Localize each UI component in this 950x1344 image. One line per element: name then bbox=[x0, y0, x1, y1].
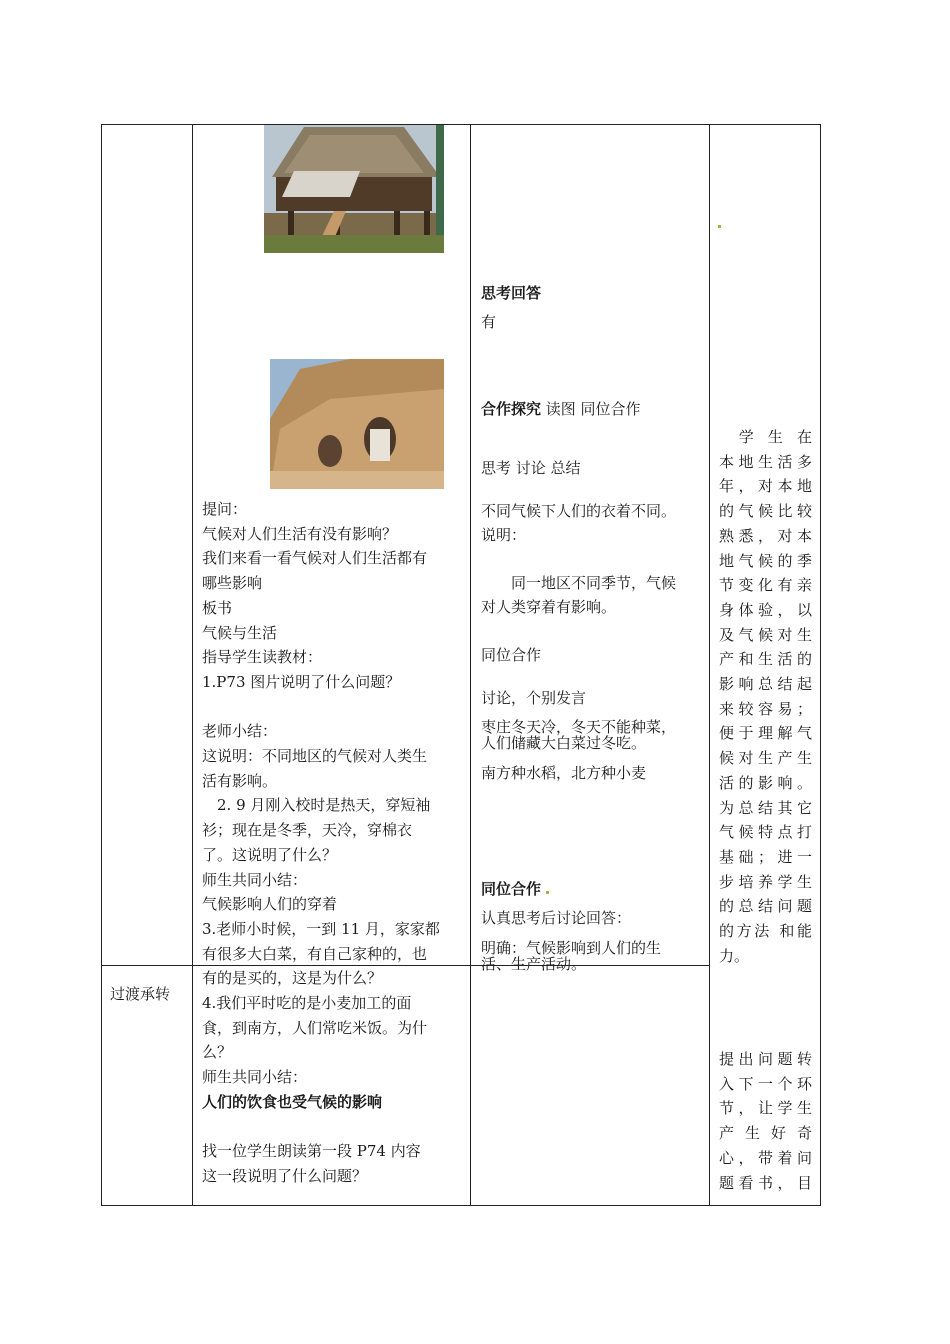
column-divider-2 bbox=[470, 124, 471, 1206]
col2-line: 1.P73 图片说明了什么问题？ bbox=[202, 672, 401, 691]
col4-line: 为总结其它 bbox=[719, 798, 812, 817]
col4-line: 的气候比较 bbox=[719, 502, 812, 521]
coop-rest: 读图 同位合作 bbox=[541, 400, 641, 418]
col4-line: 节变化有亲 bbox=[719, 576, 812, 595]
col4-line: 的总结问题 bbox=[719, 897, 812, 916]
col2-line: 气候对人们生活有没有影响？ bbox=[202, 524, 398, 543]
col2-line: 老师小结： bbox=[202, 722, 278, 741]
peer-coop-2: 同位合作 bbox=[481, 880, 542, 898]
zaozhuang-line-1: 枣庄冬天冷，冬天不能种菜， bbox=[481, 718, 677, 736]
clothes-line-1: 不同气候下人们的衣着不同。 bbox=[481, 502, 677, 520]
stilt-house-photo bbox=[264, 125, 444, 253]
col4-line: 活的影响。 bbox=[719, 773, 812, 792]
coop-heading bbox=[481, 397, 641, 422]
col4-line: 来较容易； bbox=[719, 699, 812, 718]
col4-line: 提出问题转 bbox=[719, 1050, 812, 1068]
col4-line: 身体验，以 bbox=[719, 600, 812, 619]
col4-line: 的方法 和能 bbox=[719, 922, 812, 940]
col4-line: 产和生活的 bbox=[719, 650, 812, 669]
col4-line: 心，带着问 bbox=[719, 1148, 812, 1167]
col4-line: 气候特点打 bbox=[719, 823, 812, 842]
col2-line: 提问： bbox=[202, 500, 248, 518]
think-title: 思考回答 bbox=[481, 284, 542, 302]
col2-line: 我们来看一看气候对人们生活都有 bbox=[202, 549, 428, 568]
col4-line: 及气候对生 bbox=[719, 625, 812, 644]
coop-title: 合作探究 bbox=[481, 400, 542, 418]
table-top-border bbox=[101, 124, 821, 125]
col2-line: 3.老师小时候，一到 11 月，家家都 bbox=[202, 919, 440, 938]
col2-line: 衫；现在是冬季，天冷，穿棉衣 bbox=[202, 821, 413, 840]
col2-line: 活有影响。 bbox=[202, 771, 278, 790]
cave-photo-icon bbox=[270, 359, 444, 489]
col4-line: 基础；进一 bbox=[719, 847, 812, 866]
col2-line: 么？ bbox=[202, 1043, 233, 1062]
col4-line: 候对生产生 bbox=[719, 749, 812, 768]
clarify-line-2: 活、生产活动。 bbox=[481, 955, 587, 973]
col2-line: 有很多大白菜，有自己家种的，也 bbox=[202, 944, 428, 963]
col2-line: 有的是买的，这是为什么？ bbox=[202, 969, 383, 988]
transition-label: 过渡承转 bbox=[110, 985, 171, 1003]
col2-line: 这一段说明了什么问题？ bbox=[202, 1166, 368, 1185]
green-dot bbox=[546, 891, 549, 894]
peer-coop: 同位合作 bbox=[481, 646, 542, 664]
zaozhuang-line-2: 人们储藏大白菜过冬吃。 bbox=[481, 734, 647, 752]
think-answer: 有 bbox=[481, 313, 497, 331]
think-discuss: 思考 讨论 总结 bbox=[481, 459, 581, 477]
south-north: 南方种水稻，北方种小麦 bbox=[481, 764, 647, 782]
col2-line: 哪些影响 bbox=[202, 574, 263, 593]
col2-line: 2. 9 月刚入校时是热天，穿短袖 bbox=[202, 796, 431, 815]
col4-line: 产 生 好 奇 bbox=[719, 1124, 812, 1143]
column-divider-3 bbox=[709, 124, 710, 1206]
col4-line: 影响总结起 bbox=[719, 675, 812, 693]
col4-line: 力。 bbox=[719, 946, 750, 965]
clothes-line-2: 说明： bbox=[481, 526, 527, 544]
col4-line: 步培养学生 bbox=[719, 872, 812, 891]
col2-line: 找一位学生朗读第一段 P74 内容 bbox=[202, 1142, 421, 1161]
col4-line: 学 生 在 bbox=[719, 428, 812, 446]
col4-line: 熟悉，对本 bbox=[719, 526, 812, 545]
house-photo-icon bbox=[264, 125, 444, 253]
col2-line: 师生共同小结： bbox=[202, 1068, 308, 1087]
table-left-border bbox=[101, 124, 102, 1206]
season-line-2: 对人类穿着有影响。 bbox=[481, 598, 617, 616]
col2-line: 了。这说明了什么？ bbox=[202, 845, 338, 864]
clarify-line-1: 明确：气候影响到人们的生 bbox=[481, 939, 662, 957]
col2-line: 食，到南方，人们常吃米饭。为什 bbox=[202, 1018, 428, 1037]
green-dot-col4 bbox=[718, 225, 721, 228]
col4-line: 入下一个环 bbox=[719, 1074, 812, 1093]
col4-line: 地气候的季 bbox=[719, 551, 812, 570]
season-line-1: 同一地区不同季节，气候 bbox=[481, 574, 677, 592]
col4-line: 节，让学生 bbox=[719, 1099, 812, 1118]
col4-line: 题看书，目 bbox=[719, 1173, 812, 1192]
col2-line: 气候与生活 bbox=[202, 623, 278, 642]
col2-line: 板书 bbox=[202, 598, 233, 617]
cave-dwelling-photo bbox=[270, 359, 444, 489]
table-right-border bbox=[820, 124, 821, 1206]
col4-line: 年，对本地 bbox=[719, 477, 812, 496]
column-divider-1 bbox=[192, 124, 193, 1206]
col2-line: 指导学生读教材： bbox=[202, 648, 323, 667]
col2-line: 气候影响人们的穿着 bbox=[202, 895, 338, 914]
col4-line: 便于理解气 bbox=[719, 724, 812, 743]
col4-line: 本地生活多 bbox=[719, 452, 812, 471]
col2-line: 人们的饮食也受气候的影响 bbox=[202, 1092, 383, 1111]
col2-line: 师生共同小结： bbox=[202, 870, 308, 889]
col2-line: 4.我们平时吃的是小麦加工的面 bbox=[202, 994, 412, 1012]
col2-line: 这说明：不同地区的气候对人类生 bbox=[202, 747, 428, 765]
discuss: 讨论，个别发言 bbox=[481, 689, 587, 707]
think-after: 认真思考后讨论回答： bbox=[481, 909, 632, 927]
table-bottom-border bbox=[101, 1205, 821, 1206]
